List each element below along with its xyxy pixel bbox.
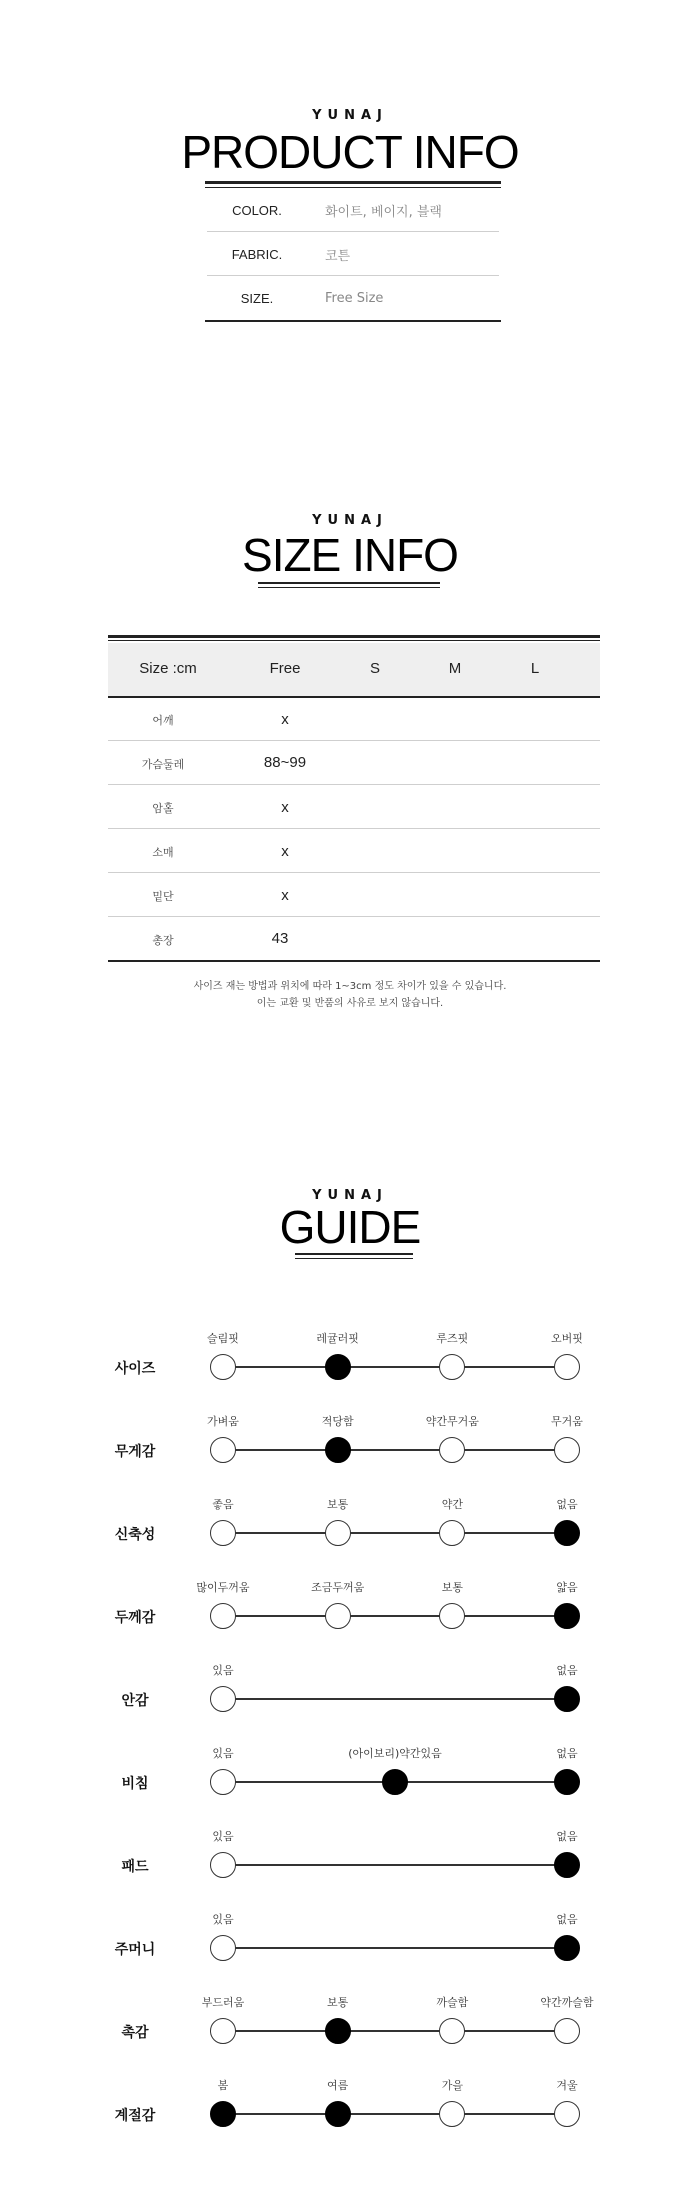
guide-option-label: 봄 [217,2079,229,2092]
guide-dot [210,1520,236,1546]
guide-option-label: 약간 [441,1498,463,1511]
size-table-rule-top [108,635,600,638]
guide-option-label: 슬림핏 [207,1332,239,1345]
guide-dot [439,2018,465,2044]
product-info-label: SIZE. [240,290,274,306]
guide-dot-selected [554,1769,580,1795]
guide-row-label: 주머니 [114,1942,156,1958]
guide-dot [554,1437,580,1463]
guide-row-label: 비침 [121,1776,149,1792]
guide-dot [325,1603,351,1629]
guide-dot-selected [325,2018,351,2044]
size-table-divider [108,784,600,785]
size-table-row-value: 88~99 [263,754,307,771]
size-table-divider [108,916,600,917]
size-table-divider [108,872,600,873]
guide-row-label: 계절감 [114,2108,156,2124]
guide-option-label: 없음 [556,1664,578,1677]
guide-dot-selected [210,2101,236,2127]
guide-dot [554,2101,580,2127]
size-table-row-label: 암홀 [152,802,174,815]
guide-option-label: 좋음 [212,1498,234,1511]
guide-row-label: 사이즈 [114,1361,156,1377]
guide-dot [210,1354,236,1380]
size-table-rule-bottom [108,960,600,962]
size-table-row-label: 어깨 [152,714,174,727]
guide-option-label: 약간무거움 [425,1415,479,1428]
size-table-row-label: 소매 [152,846,174,859]
guide-option-label: 있음 [212,1913,234,1926]
guide-scale-line [223,1947,567,1949]
guide-dot [210,2018,236,2044]
size-table-header-s: S [369,660,380,677]
size-table-header-rule [108,696,600,698]
product-info-value: Free Size [325,290,384,306]
product-info-brand: YUNAJ [312,108,388,123]
size-table-header-size: Size :cm [139,660,197,677]
guide-dot [210,1437,236,1463]
guide-option-label: 얇음 [556,1581,578,1594]
size-table-row-label: 밑단 [152,890,174,903]
guide-option-label: 없음 [556,1913,578,1926]
guide-scale-line [223,1532,567,1534]
guide-option-label: 겨울 [556,2079,578,2092]
guide-row-label: 무게감 [114,1444,156,1460]
guide-option-label: 레귤러핏 [316,1332,359,1345]
guide-option-label: 루즈핏 [436,1332,469,1345]
product-info-value: 코튼 [325,248,351,264]
guide-option-label: 부드러움 [201,1996,245,2009]
product-info-rule-bottom [205,320,501,322]
guide-option-label: 있음 [212,1830,234,1843]
guide-dot [439,1437,465,1463]
guide-dot [325,1520,351,1546]
guide-row-label: 신축성 [114,1527,156,1543]
size-table-row-value: x [281,843,289,860]
guide-dot [210,1686,236,1712]
product-info-row-color [207,188,499,232]
product-info-value: 화이트, 베이지, 블랙 [325,204,442,220]
product-info-row-fabric [207,232,499,276]
guide-option-label: (아이보리)약간있음 [348,1747,442,1760]
product-info-label: COLOR. [232,202,282,218]
guide-scale-line [223,1449,567,1451]
guide-dot [210,1852,236,1878]
guide-option-label: 보통 [441,1581,463,1594]
guide-dot-selected [325,1437,351,1463]
guide-option-label: 없음 [556,1830,578,1843]
size-table-row-value: 43 [271,930,289,947]
guide-dot [439,2101,465,2127]
guide-option-label: 가을 [441,2079,463,2092]
guide-dot [439,1354,465,1380]
guide-title-underline [295,1253,413,1255]
size-info-title-underline [258,582,440,584]
guide-option-label: 까슬함 [436,1996,469,2009]
guide-dot [210,1603,236,1629]
guide-title: GUIDE [279,1201,421,1253]
size-note-line: 이는 교환 및 반품의 사유로 보지 않습니다. [256,998,444,1009]
guide-option-label: 없음 [556,1498,578,1511]
size-table-header-m: M [448,660,462,677]
guide-dot-selected [554,1935,580,1961]
guide-option-label: 무거움 [551,1415,583,1428]
size-note-line: 사이즈 재는 방법과 위치에 따라 1~3cm 정도 차이가 있을 수 있습니다. [193,981,507,992]
guide-option-label: 적당함 [321,1415,354,1428]
guide-dot-selected [554,1852,580,1878]
guide-option-label: 없음 [556,1747,578,1760]
size-table-row-value: x [281,887,289,904]
guide-option-label: 가벼움 [207,1415,239,1428]
guide-row-label: 안감 [121,1693,149,1709]
guide-dot-selected [554,1603,580,1629]
guide-scale-line [223,1864,567,1866]
guide-scale-line [223,1615,567,1617]
guide-scale-line [223,1698,567,1700]
size-info-brand: YUNAJ [312,513,388,528]
product-info-row-size [207,276,499,320]
guide-option-label: 오버핏 [551,1332,583,1345]
guide-dot [554,1354,580,1380]
guide-option-label: 보통 [327,1498,349,1511]
guide-dot-selected [325,1354,351,1380]
guide-option-label: 여름 [327,2079,349,2092]
guide-brand: YUNAJ [312,1188,388,1203]
guide-option-label: 보통 [327,1996,349,2009]
guide-dot-selected [554,1520,580,1546]
guide-scale-line [223,1366,567,1368]
guide-scale-line [223,2030,567,2032]
product-info-title: PRODUCT INFO [181,126,519,178]
product-info-label: FABRIC. [231,246,283,262]
size-table-divider [108,828,600,829]
size-table-header-l: L [530,660,540,677]
guide-option-label: 있음 [212,1664,234,1677]
guide-dot [210,1935,236,1961]
size-info-title: SIZE INFO [242,529,458,581]
guide-option-label: 많이두꺼움 [196,1581,250,1594]
product-info-rule-top [205,181,501,184]
guide-dot [439,1520,465,1546]
guide-dot [554,2018,580,2044]
size-table-divider [108,740,600,741]
guide-dot-selected [325,2101,351,2127]
guide-dot-selected [554,1686,580,1712]
size-info-title-underline-thin [258,587,440,588]
guide-option-label: 있음 [212,1747,234,1760]
guide-row-label: 촉감 [121,2025,149,2041]
guide-option-label: 약간까슬함 [540,1996,594,2009]
guide-dot [210,1769,236,1795]
size-table-row-label: 가슴둘레 [141,758,185,771]
guide-option-label: 조금두꺼움 [311,1581,365,1594]
size-table-row-label: 총장 [152,934,174,947]
guide-title-underline-thin [295,1258,413,1259]
size-table-row-value: x [281,711,289,728]
guide-scale-line [223,2113,567,2115]
size-table-row-value: x [281,799,289,816]
guide-dot-selected [382,1769,408,1795]
size-table-header-free: Free [269,660,301,677]
guide-row-label: 패드 [121,1859,149,1875]
size-table-rule-top-thin [108,640,600,641]
guide-row-label: 두께감 [114,1610,156,1626]
guide-dot [439,1603,465,1629]
